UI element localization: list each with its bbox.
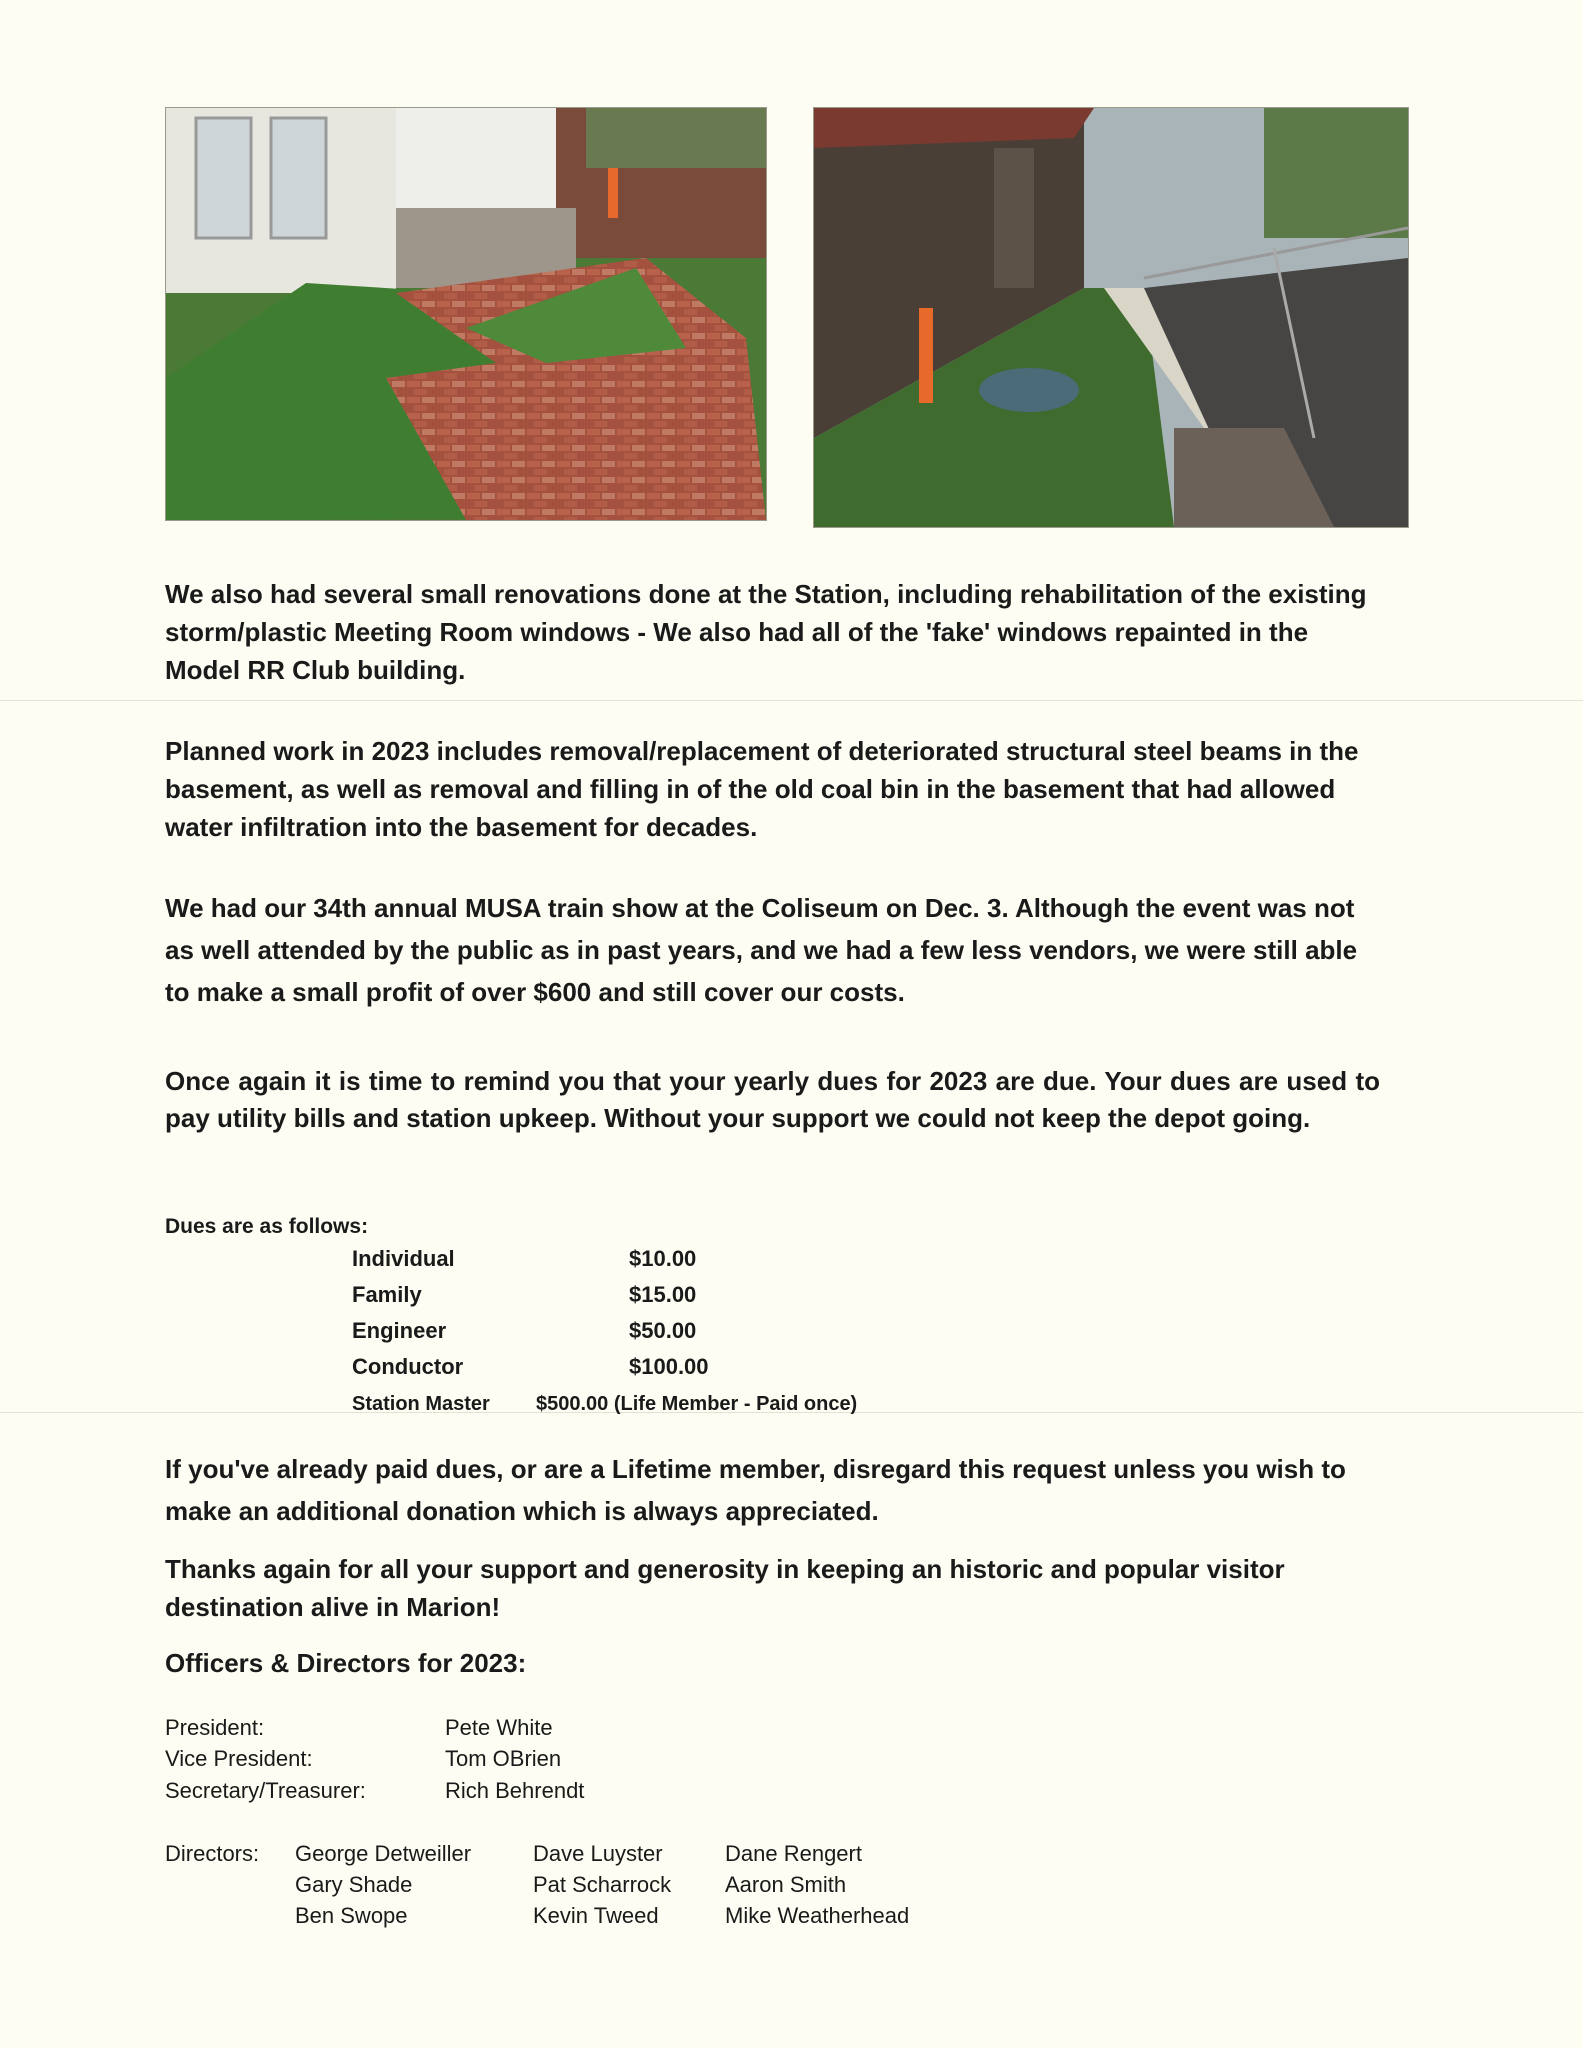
director-name: George Detweiller [295,1841,472,1866]
dues-tier-amount: $500.00 (Life Member - Paid once) [536,1393,858,1415]
paragraph-planned-work: Planned work in 2023 includes removal/replacement of deteriorated structural steel beams in the basement, as well as removal and filling in of the old coal bin in the basement that had allowed water infiltration into the basement for decades. [165,736,1359,842]
director-name: Aaron Smith [725,1872,847,1897]
paragraph-renovations: We also had several small renovations done at the Station, including rehabilitation of the existing storm/plastic Meeting Room windows - We also had all of the 'fake' windows repainted in the Model RR Club building. [165,579,1367,685]
dues-tier-amount: $15.00 [629,1282,697,1307]
photo-brick-walkway [165,107,767,521]
paragraph-thanks: Thanks again for all your support and generosity in keeping an historic and popular visitor destination alive in Marion! [165,1554,1285,1622]
director-name: Kevin Tweed [533,1903,659,1928]
director-name: Pat Scharrock [533,1872,672,1897]
paragraph-dues-reminder: Once again it is time to remind you that your yearly dues for 2023 are due. Your dues are used to pay utility bills and station upkeep. Without your support we could not keep the depot going. [165,1066,1380,1133]
officer-name-secretary-treasurer: Rich Behrendt [445,1778,585,1803]
photo-station-fence [813,107,1409,528]
dues-tier-amount: $50.00 [629,1318,697,1343]
paragraph-already-paid: If you've already paid dues, or are a Lifetime member, disregard this request unless you wish to make an additional donation which is always appreciated. [165,1454,1346,1526]
dues-tier-name: Family [352,1282,422,1307]
directors-label: Directors: [165,1841,260,1866]
dues-tier-name: Individual [352,1246,455,1271]
officers-title: Officers & Directors for 2023: [165,1648,527,1678]
dues-tier-name: Conductor [352,1354,464,1379]
dues-tier-amount: $100.00 [629,1354,709,1379]
director-name: Gary Shade [295,1872,413,1897]
officer-role-president: President: [165,1715,265,1740]
officer-name-president: Pete White [445,1715,553,1740]
dues-heading: Dues are as follows: [165,1215,369,1238]
officer-name-vice-president: Tom OBrien [445,1746,562,1771]
officer-role-vice-president: Vice President: [165,1746,313,1771]
director-name: Mike Weatherhead [725,1903,910,1928]
dues-tier-amount: $10.00 [629,1246,697,1271]
director-name: Dane Rengert [725,1841,862,1866]
photo-station-fence-image [814,108,1408,527]
dues-tier-name: Station Master [352,1393,490,1415]
director-name: Dave Luyster [533,1841,663,1866]
paragraph-train-show: We had our 34th annual MUSA train show at the Coliseum on Dec. 3. Although the event was not as well attended by the public as in past years, and we had a few less vendors, we were still able to make a small profit of over $600 and still cover our costs. [165,893,1358,1007]
fold-line [0,700,1583,701]
director-name: Ben Swope [295,1903,408,1928]
dues-tier-name: Engineer [352,1318,447,1343]
officer-role-secretary-treasurer: Secretary/Treasurer: [165,1778,366,1803]
photo-brick-walkway-image [166,108,766,520]
